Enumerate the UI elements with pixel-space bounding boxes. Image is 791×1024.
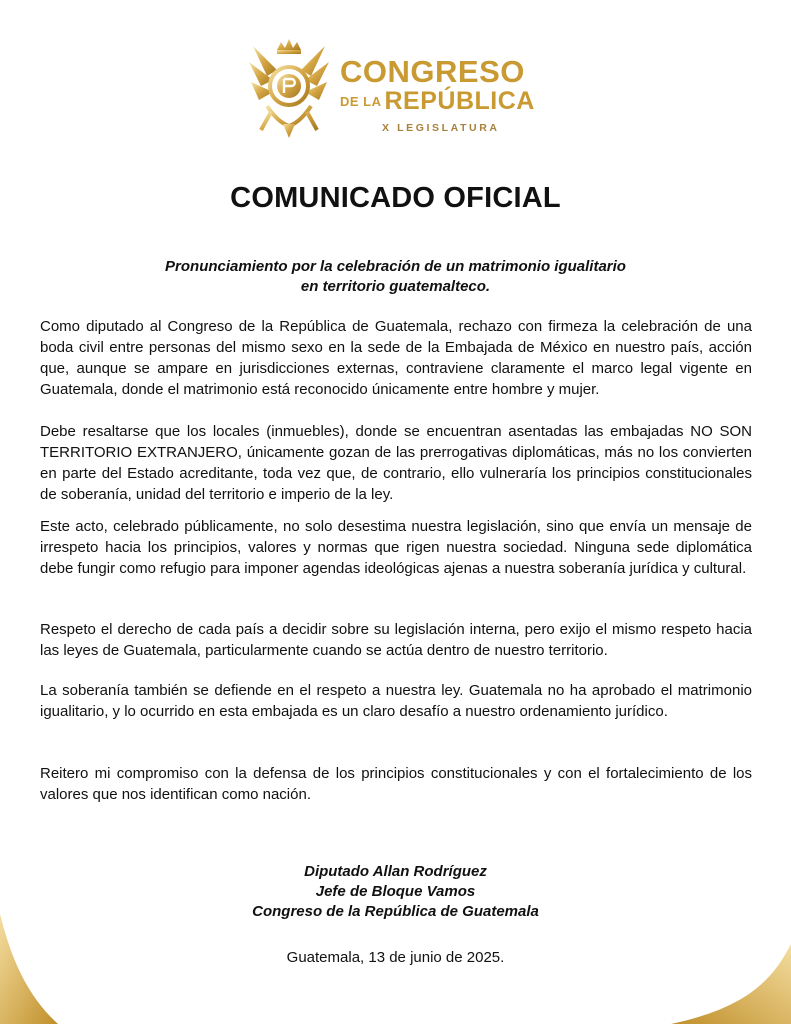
document-title: COMUNICADO OFICIAL — [230, 182, 561, 214]
body-paragraph-6: Reitero mi compromiso con la defensa de los principios constitucionales y con el fortalecimiento de los valores que nos identifican como nación. — [40, 765, 752, 803]
gold-corner-decoration-left — [0, 914, 60, 1024]
body-paragraph-3: Este acto, celebrado públicamente, no solo desestima nuestra legislación, sino que envía un mensaje de irrespeto hacia los principios, valores y normas que rigen nuestra sociedad. Ninguna sede diplomática debe fungir como refugio para imponer agendas ideológicas ajenas a nuestra soberanía jurídica y cultural. — [40, 518, 752, 577]
document-subtitle — [0, 257, 791, 297]
subtitle-line-2: en territorio guatemalteco. — [300, 278, 491, 295]
signature-block — [0, 862, 791, 922]
congress-crest-icon — [247, 36, 331, 140]
brand-republica: REPÚBLICA — [384, 87, 535, 115]
signature-name: Diputado Allan Rodríguez — [304, 863, 487, 880]
body-paragraph-4: Respeto el derecho de cada país a decidir sobre su legislación interna, pero exijo el mismo respeto hacia las leyes de Guatemala, particularmente cuando se actúa dentro de nuestro territorio. — [40, 621, 752, 659]
brand-wordmark — [340, 56, 550, 134]
body-paragraph-1: Como diputado al Congreso de la República de Guatemala, rechazo con firmeza la celebración de una boda civil entre personas del mismo sexo en la sede de la Embajada de México en nuestro país, acción que, aunque se ampare en jurisdicciones externas, contraviene claramente el marco legal vigente en Guatemala, donde el matrimonio está reconocido únicamente entre hombre y mujer. — [40, 318, 752, 398]
document-date: Guatemala, 13 de junio de 2025. — [286, 949, 505, 966]
body-paragraph-2: Debe resaltarse que los locales (inmuebles), donde se encuentran asentadas las embajadas NO SON TERRITORIO EXTRANJERO, únicamente gozan de las prerrogativas diplomáticas, más no los convierten en parte del Estado acreditante, toda vez que, de contrario, ello vulneraría los principios constitucionales de soberanía, unidad del territorio e imperio de la ley. — [40, 423, 752, 503]
brand-de-la: DE LA — [340, 94, 382, 109]
brand-congreso: CONGRESO — [340, 54, 525, 89]
brand-legislatura: X LEGISLATURA — [382, 122, 500, 134]
signature-role: Jefe de Bloque Vamos — [315, 883, 476, 900]
subtitle-line-1: Pronunciamiento por la celebración de un matrimonio igualitario — [165, 258, 626, 275]
signature-institution: Congreso de la República de Guatemala — [252, 903, 539, 920]
letterhead — [0, 36, 791, 146]
body-paragraph-5: La soberanía también se defiende en el respeto a nuestra ley. Guatemala no ha aprobado el matrimonio igualitario, y lo ocurrido en esta embajada es un claro desafío a nuestro ordenamiento jurídico. — [40, 682, 752, 720]
